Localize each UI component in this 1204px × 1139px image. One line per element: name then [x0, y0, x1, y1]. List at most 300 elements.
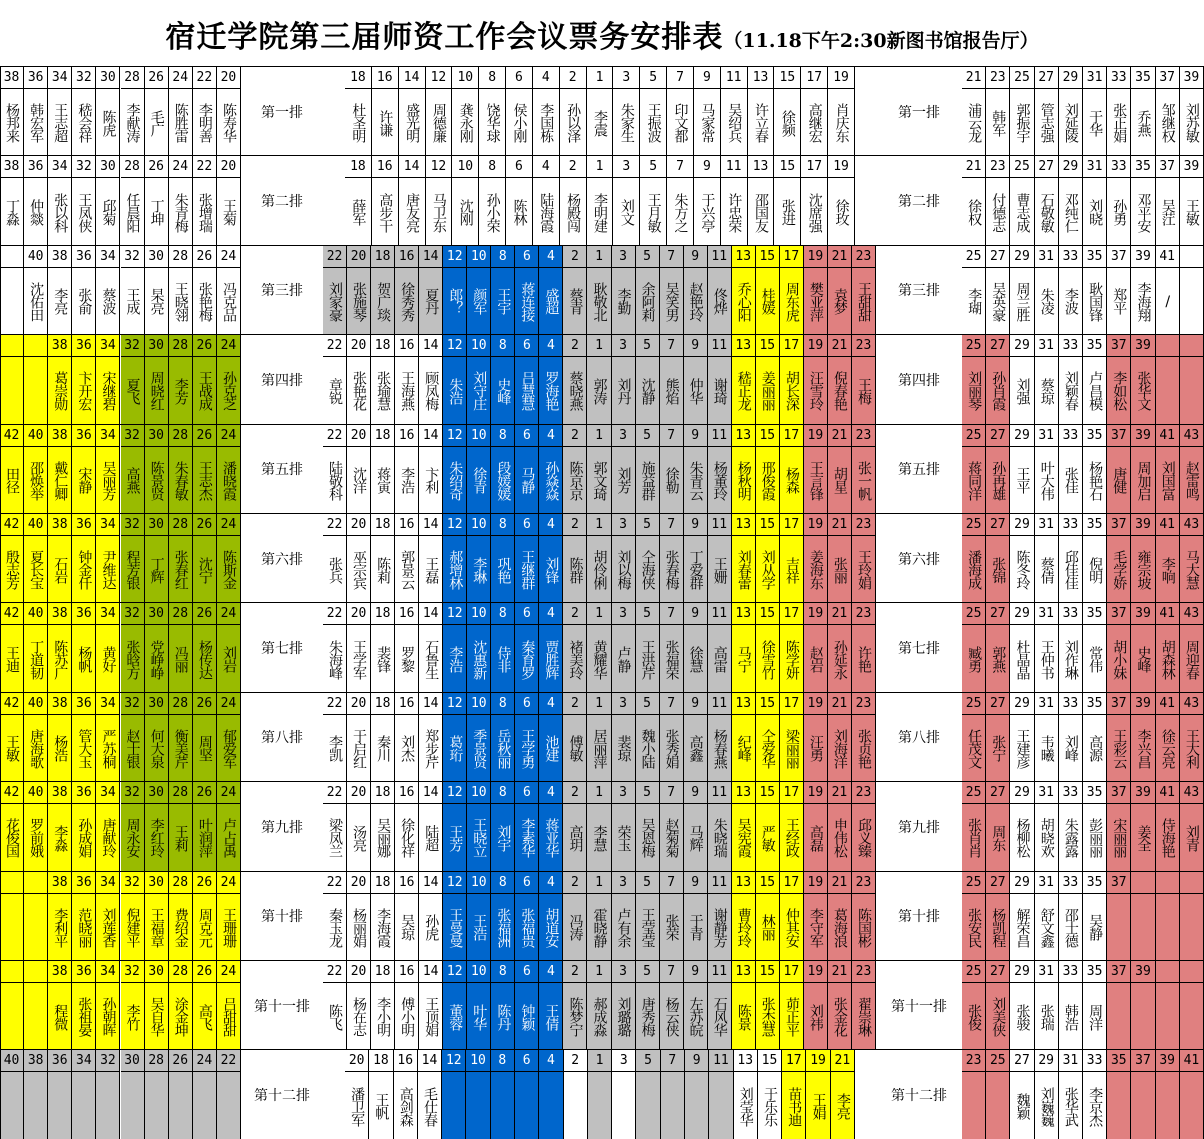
- seat-number: 18: [371, 514, 395, 536]
- seat-number: 36: [72, 514, 96, 536]
- seat-number: 2: [563, 782, 587, 804]
- seat-number: 14: [419, 335, 443, 357]
- attendee-name: 王仲书: [1038, 639, 1055, 679]
- attendee-name: 裴琼: [615, 735, 632, 762]
- seat-number: 3: [612, 1050, 636, 1072]
- seat-number: 17: [780, 425, 804, 447]
- attendee-name: 杨柳松: [1014, 818, 1031, 858]
- seat-number: 6: [515, 425, 539, 447]
- attendee-name: 吴宪霞: [735, 818, 752, 858]
- seat-cell: [756, 804, 780, 871]
- seat-row: [0, 961, 1204, 1050]
- seat-cell: [1180, 715, 1204, 782]
- seat-number: 13: [732, 514, 756, 536]
- seat-cell: [1035, 894, 1059, 961]
- seat-number: 32: [121, 872, 145, 894]
- seat-number: 7: [660, 693, 684, 715]
- attendee-name: 殷志芳: [4, 550, 21, 590]
- seat-cell: [986, 715, 1010, 782]
- seat-number: [1156, 961, 1180, 983]
- seat-cell: [563, 625, 587, 692]
- attendee-name: 于兴亭: [699, 192, 716, 232]
- attendee-name: 梁丽丽: [783, 728, 800, 768]
- seat-number: 3: [612, 335, 636, 357]
- attendee-name: 王振波: [645, 103, 662, 143]
- seat-cell: [145, 268, 169, 335]
- seat-number: 21: [828, 872, 852, 894]
- seat-number: 31: [1035, 514, 1059, 536]
- seat-cell: [734, 1072, 758, 1139]
- seat-number: 43: [1180, 693, 1204, 715]
- attendee-name: 秦育罗: [519, 639, 536, 679]
- attendee-name: 李慧: [591, 824, 608, 851]
- attendee-name: 杲亮: [148, 288, 165, 315]
- attendee-name: 石岩: [52, 556, 69, 583]
- seat-number: 7: [667, 67, 694, 89]
- seat-number: 11: [708, 425, 732, 447]
- seat-number: 11: [708, 872, 732, 894]
- seat-cell: [1131, 804, 1155, 871]
- seat-number: 20: [347, 246, 371, 268]
- seat-cell: [661, 1072, 685, 1139]
- attendee-name: 吴笑男: [663, 281, 680, 321]
- seat-cell: [636, 357, 660, 424]
- seat-cell: [323, 447, 347, 514]
- seat-cell: [193, 447, 217, 514]
- seat-cell: [1131, 894, 1155, 961]
- seat-number: 36: [48, 1050, 72, 1072]
- seat-cell: [491, 1072, 515, 1139]
- seat-cell: [442, 1072, 466, 1139]
- attendee-name: 陆敬科: [327, 460, 344, 500]
- attendee-name: 张华武: [1062, 1086, 1079, 1126]
- seat-number: 17: [780, 782, 804, 804]
- attendee-name: 张骏: [1014, 1003, 1031, 1030]
- seat-cell: [24, 894, 48, 961]
- attendee-name: 徐雪竹: [759, 639, 776, 679]
- attendee-name: 李亮: [834, 1093, 851, 1120]
- seat-cell: [1180, 268, 1204, 335]
- seat-cell: [756, 894, 780, 961]
- seat-cell: [467, 894, 491, 961]
- seat-number: 8: [479, 156, 506, 178]
- seat-cell: [612, 357, 636, 424]
- attendee-name: 刘岩: [220, 646, 237, 673]
- seat-cell: [1131, 536, 1155, 603]
- attendee-name: 徐玫: [833, 199, 850, 226]
- seat-number: 27: [986, 335, 1010, 357]
- seat-cell: [694, 89, 721, 156]
- seat-number: 9: [684, 425, 708, 447]
- seat-number: 35: [1083, 514, 1107, 536]
- seat-cell: [217, 1072, 241, 1139]
- seat-number: 38: [48, 782, 72, 804]
- attendee-name: 杨殿闯: [565, 192, 582, 232]
- seat-cell: [479, 178, 506, 245]
- seat-number: 38: [48, 246, 72, 268]
- seat-cell: [419, 804, 443, 871]
- seat-number: 4: [539, 782, 563, 804]
- seat-cell: [443, 268, 467, 335]
- seat-number: 5: [636, 872, 660, 894]
- seat-number: 23: [852, 514, 876, 536]
- seat-cell: [24, 625, 48, 692]
- seat-cell: [443, 894, 467, 961]
- seat-cell: [587, 715, 611, 782]
- seat-number: 28: [169, 782, 193, 804]
- seat-cell: [709, 1072, 733, 1139]
- attendee-name: 杨丽娟: [351, 907, 368, 947]
- seat-number: 32: [96, 1050, 120, 1072]
- attendee-name: 高雷: [711, 646, 728, 673]
- seat-number: 35: [1083, 782, 1107, 804]
- seat-number: 34: [96, 693, 120, 715]
- attendee-name: 张锦: [990, 556, 1007, 583]
- seat-cell: [515, 983, 539, 1050]
- seat-cell: [96, 804, 120, 871]
- seat-cell: [193, 804, 217, 871]
- seat-number: 18: [371, 335, 395, 357]
- seat-cell: [732, 804, 756, 871]
- attendee-name: 周克元: [196, 907, 213, 947]
- attendee-name: 倪明: [1087, 556, 1104, 583]
- seat-number: 27: [986, 961, 1010, 983]
- seat-cell: [0, 983, 24, 1050]
- seat-number: 25: [962, 425, 986, 447]
- seat-cell: [48, 715, 72, 782]
- attendee-name: 张俊: [966, 1003, 983, 1030]
- seat-cell: [1059, 89, 1083, 156]
- attendee-name: 张宁: [990, 735, 1007, 762]
- attendee-name: 颜军: [471, 288, 488, 315]
- attendee-name: 毛学娇: [1111, 550, 1128, 590]
- seat-number: 15: [774, 156, 801, 178]
- seat-cell: [72, 89, 96, 156]
- attendee-name: 邹继权: [1159, 103, 1176, 143]
- seat-cell: [1156, 625, 1180, 692]
- seat-cell: [193, 268, 217, 335]
- seat-cell: [491, 983, 515, 1050]
- seat-cell: [1010, 983, 1034, 1050]
- seat-cell: [732, 447, 756, 514]
- attendee-name: 李浩: [447, 646, 464, 673]
- seat-cell: [962, 1072, 986, 1139]
- attendee-name: 张金花: [831, 997, 848, 1037]
- seat-cell: [756, 715, 780, 782]
- seat-number: 3: [612, 961, 636, 983]
- attendee-name: 刘春蕾: [735, 550, 752, 590]
- seat-cell: [48, 357, 72, 424]
- attendee-name: 樊亚萍: [807, 281, 824, 321]
- row-label-left: 第一排: [261, 104, 303, 121]
- row-label-right: 第三排: [898, 283, 940, 300]
- seat-number: 10: [467, 425, 491, 447]
- seat-cell: [193, 715, 217, 782]
- seat-cell: [1180, 357, 1204, 424]
- seat-cell: [72, 178, 96, 245]
- attendee-name: 夏丹: [423, 288, 440, 315]
- seat-cell: [828, 178, 855, 245]
- seat-cell: [804, 536, 828, 603]
- attendee-name: 卢有余: [615, 907, 632, 947]
- seat-cell: [1083, 1072, 1107, 1139]
- seat-number: 31: [1083, 156, 1107, 178]
- seat-number: 1: [587, 872, 611, 894]
- attendee-name: 陈梦宁: [567, 997, 584, 1037]
- seat-cell: [684, 715, 708, 782]
- attendee-name: 刘延陵: [1062, 103, 1079, 143]
- attendee-name: 唐健: [1111, 467, 1128, 494]
- seat-cell: [24, 89, 48, 156]
- seat-number: 37: [1107, 603, 1131, 625]
- attendee-name: 杨森: [783, 467, 800, 494]
- seat-number: 7: [660, 335, 684, 357]
- seat-cell: [217, 178, 241, 245]
- seat-cell: [986, 1072, 1010, 1139]
- seat-cell: [852, 804, 876, 871]
- seat-number: 9: [684, 693, 708, 715]
- attendee-name: 仲其安: [783, 907, 800, 947]
- seat-number: 37: [1131, 1050, 1155, 1072]
- attendee-name: 蔡晓燕: [567, 371, 584, 411]
- seat-number: 1: [587, 693, 611, 715]
- attendee-name: 董蓉: [447, 1003, 464, 1030]
- seat-number: 22: [193, 67, 217, 89]
- seat-number: 24: [217, 425, 241, 447]
- attendee-name: 陈虎: [100, 109, 117, 136]
- seat-cell: [1010, 894, 1034, 961]
- attendee-name: 刘丽琴: [966, 371, 983, 411]
- attendee-name: 王继群: [519, 550, 536, 590]
- attendee-name: 邵焕举: [28, 460, 45, 500]
- seat-number: 15: [756, 425, 780, 447]
- seat-cell: [804, 983, 828, 1050]
- seat-number: 18: [371, 782, 395, 804]
- seat-number: 7: [660, 514, 684, 536]
- seat-number: 23: [852, 693, 876, 715]
- attendee-name: 刘杰: [399, 735, 416, 762]
- seat-number: 23: [852, 872, 876, 894]
- seat-number: 11: [708, 246, 732, 268]
- attendee-name: 朱方之: [672, 192, 689, 232]
- seat-cell: [217, 268, 241, 335]
- seat-cell: [395, 804, 419, 871]
- seat-cell: [217, 983, 241, 1050]
- attendee-name: 李守军: [807, 907, 824, 947]
- seat-number: 28: [121, 156, 145, 178]
- attendee-name: 左苏皖: [687, 997, 704, 1037]
- seat-number: 43: [1180, 425, 1204, 447]
- attendee-name: 李献涛: [124, 103, 141, 143]
- seat-number: 18: [371, 425, 395, 447]
- seat-number: 28: [169, 425, 193, 447]
- seat-number: 8: [491, 872, 515, 894]
- seat-number: 13: [732, 335, 756, 357]
- attendee-name: 冯克品: [220, 281, 237, 321]
- attendee-name: 宋丽丽: [1111, 818, 1128, 858]
- seat-cell: [372, 178, 399, 245]
- seat-number: 22: [323, 246, 347, 268]
- seat-number: 8: [491, 246, 515, 268]
- seat-cell: [169, 536, 193, 603]
- seat-number: [0, 961, 24, 983]
- seat-cell: [962, 894, 986, 961]
- seat-number: 8: [491, 335, 515, 357]
- seat-number: 29: [1010, 782, 1034, 804]
- seat-number: 6: [515, 872, 539, 894]
- seat-number: 24: [217, 603, 241, 625]
- seat-number: 30: [145, 514, 169, 536]
- attendee-name: 沈刚: [457, 199, 474, 226]
- attendee-name: 赵艳玲: [687, 281, 704, 321]
- seat-number: 14: [419, 425, 443, 447]
- seat-number: 33: [1059, 782, 1083, 804]
- seat-number: 24: [193, 1050, 217, 1072]
- seat-number: 33: [1059, 425, 1083, 447]
- attendee-name: 李国栋: [538, 103, 555, 143]
- attendee-name: 卢占禹: [220, 818, 237, 858]
- seat-number: 30: [145, 335, 169, 357]
- attendee-name: 侯小刚: [511, 103, 528, 143]
- seat-cell: [563, 894, 587, 961]
- seat-cell: [1035, 625, 1059, 692]
- seat-number: 14: [419, 514, 443, 536]
- seat-cell: [1083, 89, 1107, 156]
- seat-number: 28: [169, 514, 193, 536]
- attendee-name: 蔡倩: [1038, 556, 1055, 583]
- seat-number: 12: [443, 693, 467, 715]
- seat-number: 28: [169, 872, 193, 894]
- seat-cell: [1180, 89, 1204, 156]
- attendee-name: 李震: [591, 109, 608, 136]
- seat-cell: [467, 625, 491, 692]
- seat-cell: [515, 268, 539, 335]
- seat-number: 20: [347, 425, 371, 447]
- seat-cell: [986, 89, 1010, 156]
- seat-number: 15: [756, 961, 780, 983]
- seat-number: 1: [587, 425, 611, 447]
- seat-cell: [369, 1072, 393, 1139]
- attendee-name: 沈佑田: [28, 281, 45, 321]
- seat-cell: [539, 894, 563, 961]
- seat-number: 3: [612, 782, 636, 804]
- seat-number: 38: [48, 961, 72, 983]
- seat-cell: [636, 268, 660, 335]
- seat-cell: [806, 1072, 830, 1139]
- seat-cell: [612, 625, 636, 692]
- seat-number: 20: [347, 603, 371, 625]
- attendee-name: 陈丹: [495, 1003, 512, 1030]
- seat-cell: [0, 625, 24, 692]
- seat-number: 15: [756, 603, 780, 625]
- seat-cell: [962, 89, 986, 156]
- seat-number: 39: [1180, 67, 1204, 89]
- attendee-name: 张佳: [1062, 467, 1079, 494]
- seat-number: 1: [587, 335, 611, 357]
- seat-number: 28: [169, 246, 193, 268]
- row-label-right: 第九排: [898, 819, 940, 836]
- attendee-name: 许谦: [377, 109, 394, 136]
- attendee-name: 高步干: [377, 192, 394, 232]
- seat-number: 5: [636, 425, 660, 447]
- seat-number: 36: [72, 425, 96, 447]
- seat-cell: [217, 894, 241, 961]
- seat-number: 34: [96, 335, 120, 357]
- seat-number: 18: [369, 1050, 393, 1072]
- attendee-name: 陈景贤: [148, 460, 165, 500]
- seat-cell: [169, 89, 193, 156]
- seat-cell: [962, 178, 986, 245]
- seat-cell: [467, 447, 491, 514]
- seat-cell: [563, 447, 587, 514]
- seat-number: 32: [121, 961, 145, 983]
- seat-cell: [371, 268, 395, 335]
- seat-number: 6: [515, 603, 539, 625]
- seat-cell: [347, 804, 371, 871]
- attendee-name: 王志超: [52, 103, 69, 143]
- seat-cell: [323, 983, 347, 1050]
- attendee-name: 郝增林: [447, 550, 464, 590]
- seat-number: 42: [0, 603, 24, 625]
- seat-number: 23: [852, 961, 876, 983]
- seat-cell: [774, 89, 801, 156]
- seat-number: 41: [1156, 514, 1180, 536]
- attendee-name: 嵇会祥: [76, 103, 93, 143]
- attendee-name: 邱佳佳: [1062, 550, 1079, 590]
- seat-number: 26: [193, 425, 217, 447]
- seat-cell: [443, 715, 467, 782]
- seat-number: 16: [395, 961, 419, 983]
- attendee-name: 周坚: [196, 735, 213, 762]
- seat-cell: [491, 715, 515, 782]
- seat-cell: [371, 804, 395, 871]
- attendee-name: 蒋寅: [375, 467, 392, 494]
- seat-number: 4: [539, 335, 563, 357]
- attendee-name: 王战成: [196, 371, 213, 411]
- seat-number: 35: [1083, 961, 1107, 983]
- row-label-left: 第七排: [261, 641, 303, 658]
- seat-number: 23: [852, 782, 876, 804]
- seat-cell: [660, 894, 684, 961]
- attendee-name: 邵国友: [753, 192, 770, 232]
- attendee-name: 池建: [543, 735, 560, 762]
- attendee-name: 乔心阳: [735, 281, 752, 321]
- seat-cell: [828, 89, 855, 156]
- seat-cell: [612, 804, 636, 871]
- seat-cell: [1035, 536, 1059, 603]
- row-label-left: 第十排: [261, 909, 303, 926]
- seat-number: 24: [217, 335, 241, 357]
- seat-number: 21: [828, 961, 852, 983]
- seat-cell: [613, 89, 640, 156]
- title-main: 宿迁学院第三届师资工作会议票务安排表: [165, 20, 724, 55]
- seat-number: 17: [780, 514, 804, 536]
- seat-number: 31: [1083, 67, 1107, 89]
- seat-cell: [145, 536, 169, 603]
- seat-cell: [372, 89, 399, 156]
- seat-cell: [395, 536, 419, 603]
- seat-cell: [1107, 268, 1131, 335]
- seat-number: 23: [852, 246, 876, 268]
- seat-number: 42: [0, 693, 24, 715]
- seat-row: [0, 156, 1204, 245]
- seat-number: 35: [1131, 156, 1155, 178]
- attendee-name: 郭文琦: [591, 460, 608, 500]
- seat-number: 32: [121, 425, 145, 447]
- seat-cell: [852, 268, 876, 335]
- attendee-name: 王成: [124, 288, 141, 315]
- seat-cell: [986, 804, 1010, 871]
